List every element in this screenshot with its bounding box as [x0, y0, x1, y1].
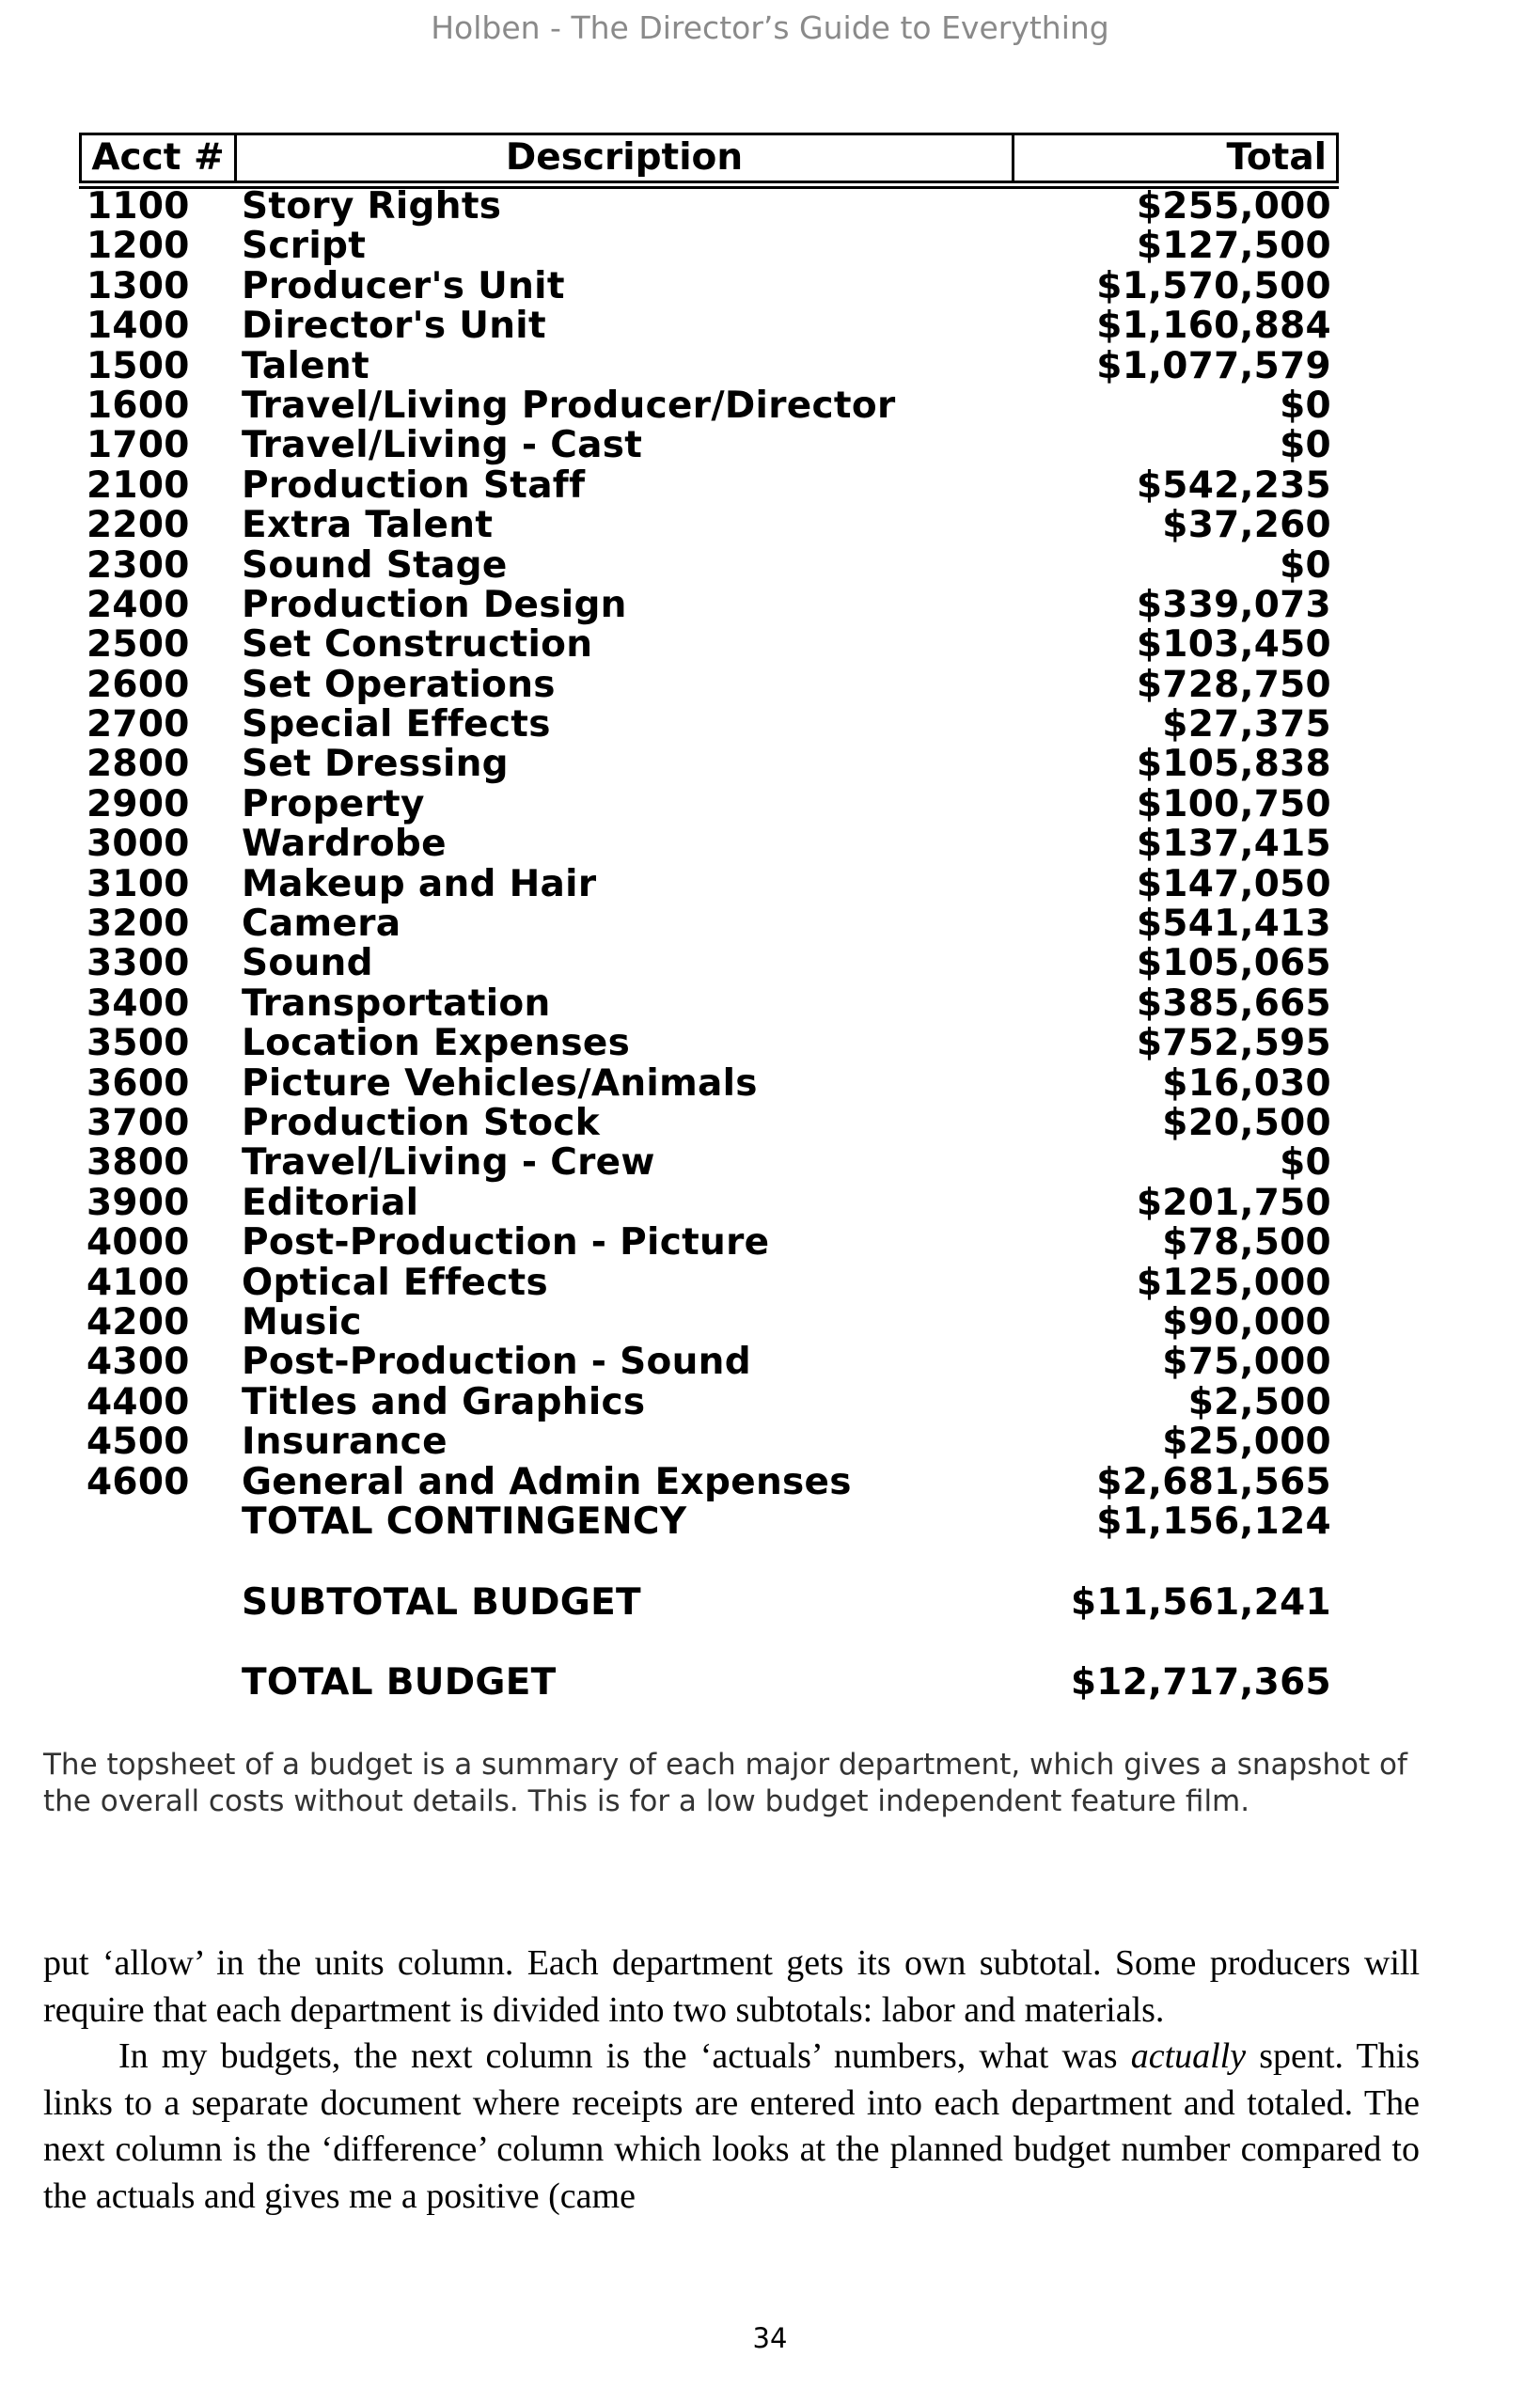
table-row: [79, 1061, 1339, 1105]
table-body: [79, 187, 1339, 1542]
subtotal-value: $11,561,241: [1070, 1581, 1331, 1624]
row-description: Insurance: [242, 1421, 448, 1464]
row-total: $0: [1280, 424, 1331, 467]
row-acct: 1500: [86, 344, 190, 387]
table-row: [79, 227, 1339, 266]
row-total: $16,030: [1162, 1061, 1331, 1105]
row-total: $105,065: [1136, 942, 1331, 985]
subtotal-row: [79, 1583, 1339, 1623]
table-row: [79, 543, 1339, 587]
row-total: $103,450: [1136, 623, 1331, 667]
row-description: Director's Unit: [242, 305, 546, 348]
total-row: [79, 1663, 1339, 1703]
row-total: $75,000: [1162, 1341, 1331, 1384]
row-total: $37,260: [1162, 504, 1331, 547]
table-header: [79, 133, 1339, 183]
paragraph-1: put ‘allow’ in the units column. Each department gets its own subtotal. Some producers will require that each department is divided into two subtotals: labor and materials.: [43, 1943, 1420, 2030]
row-description: Set Operations: [242, 663, 556, 706]
row-acct: 2100: [86, 463, 190, 507]
row-acct: 3500: [86, 1022, 190, 1065]
table-row: [79, 1300, 1339, 1343]
row-total: $78,500: [1162, 1221, 1331, 1265]
table-row: [79, 705, 1339, 745]
row-total: $255,000: [1136, 185, 1331, 228]
subtotal-label: SUBTOTAL BUDGET: [242, 1581, 641, 1624]
table-row: [79, 187, 1339, 227]
row-description: Picture Vehicles/Animals: [242, 1061, 758, 1105]
table-row: [79, 264, 1339, 307]
row-total: $385,665: [1136, 982, 1331, 1025]
row-description: Location Expenses: [242, 1022, 631, 1065]
row-description: Production Staff: [242, 463, 586, 507]
table-row: [79, 1422, 1339, 1462]
row-total: $100,750: [1136, 782, 1331, 825]
table-row: [79, 463, 1339, 507]
row-acct: 4400: [86, 1380, 190, 1423]
row-description: Music: [242, 1300, 362, 1343]
row-acct: 3600: [86, 1061, 190, 1105]
row-total: $2,500: [1187, 1380, 1331, 1423]
row-total: $25,000: [1162, 1421, 1331, 1464]
row-total: $0: [1280, 543, 1331, 587]
paragraph-2: [43, 2034, 1420, 2220]
row-acct: 4100: [86, 1261, 190, 1304]
table-row: [79, 1460, 1339, 1503]
table-row: [79, 984, 1339, 1024]
row-total: $2,681,565: [1096, 1460, 1331, 1503]
row-description: TOTAL CONTINGENCY: [242, 1500, 687, 1543]
row-description: Set Construction: [242, 623, 593, 667]
row-description: Property: [242, 782, 425, 825]
row-description: Wardrobe: [242, 823, 447, 866]
table-row: [79, 825, 1339, 864]
row-acct: 3000: [86, 823, 190, 866]
row-total: $542,235: [1136, 463, 1331, 507]
row-description: General and Admin Expenses: [242, 1460, 852, 1503]
running-head: Holben - The Director’s Guide to Everything: [431, 9, 1109, 46]
row-description: Camera: [242, 903, 401, 946]
header-acct: Acct #: [82, 135, 237, 181]
row-acct: 4000: [86, 1221, 190, 1265]
row-description: Transportation: [242, 982, 551, 1025]
row-description: Extra Talent: [242, 504, 494, 547]
row-total: $1,160,884: [1096, 305, 1331, 348]
row-description: Travel/Living - Cast: [242, 424, 643, 467]
row-description: Sound Stage: [242, 543, 508, 587]
table-row: [79, 625, 1339, 665]
table-row: [79, 1101, 1339, 1144]
row-total: $147,050: [1136, 862, 1331, 905]
row-description: Special Effects: [242, 703, 551, 746]
budget-topsheet-table: [79, 133, 1339, 1542]
row-acct: 2400: [86, 583, 190, 626]
table-row: [79, 1343, 1339, 1382]
row-total: $27,375: [1162, 703, 1331, 746]
row-total: $105,838: [1136, 743, 1331, 786]
table-row: [79, 386, 1339, 426]
row-total: $20,500: [1162, 1101, 1331, 1144]
figure-caption: The topsheet of a budget is a summary of each major department, which gives a snapshot of the overall costs without details. This is for a low budget independent feature film.: [43, 1748, 1407, 1818]
table-row: [79, 506, 1339, 545]
paragraph-2-part-1: In my budgets, the next column is the ‘actuals’ numbers, what was: [118, 2036, 1131, 2076]
row-total: $541,413: [1136, 903, 1331, 946]
row-description: Set Dressing: [242, 743, 509, 786]
row-description: Sound: [242, 942, 373, 985]
row-acct: 1600: [86, 384, 190, 427]
row-acct: 1100: [86, 185, 190, 228]
row-total: $752,595: [1136, 1022, 1331, 1065]
row-acct: 2500: [86, 623, 190, 667]
row-description: Travel/Living - Crew: [242, 1141, 655, 1185]
row-acct: 2600: [86, 663, 190, 706]
row-acct: 2900: [86, 782, 190, 825]
table-row: [79, 1502, 1339, 1542]
row-description: Optical Effects: [242, 1261, 548, 1304]
row-acct: 4300: [86, 1341, 190, 1384]
row-total: $90,000: [1162, 1300, 1331, 1343]
row-description: Post-Production - Sound: [242, 1341, 751, 1384]
row-description: Editorial: [242, 1181, 419, 1224]
row-acct: 3300: [86, 942, 190, 985]
table-row: [79, 1380, 1339, 1423]
row-total: $125,000: [1136, 1261, 1331, 1304]
table-row: [79, 1223, 1339, 1263]
row-description: Post-Production - Picture: [242, 1221, 770, 1265]
table-row: [79, 904, 1339, 944]
row-acct: 2300: [86, 543, 190, 587]
table-row: [79, 663, 1339, 706]
row-acct: 3400: [86, 982, 190, 1025]
header-description: Description: [237, 135, 1014, 181]
total-label: TOTAL BUDGET: [242, 1661, 557, 1704]
row-total: $201,750: [1136, 1181, 1331, 1224]
table-row: [79, 344, 1339, 387]
row-acct: 4200: [86, 1300, 190, 1343]
row-description: Production Stock: [242, 1101, 600, 1144]
row-acct: 2800: [86, 743, 190, 786]
paragraph-2-italic: actually: [1130, 2036, 1247, 2076]
row-total: $0: [1280, 384, 1331, 427]
total-value: $12,717,365: [1070, 1661, 1331, 1704]
row-acct: 4600: [86, 1460, 190, 1503]
row-acct: 3200: [86, 903, 190, 946]
row-acct: 2700: [86, 703, 190, 746]
table-row: [79, 1181, 1339, 1224]
page-number: 34: [752, 2322, 788, 2354]
row-acct: 1700: [86, 424, 190, 467]
table-row: [79, 745, 1339, 784]
table-row: [79, 862, 1339, 905]
row-total: $0: [1280, 1141, 1331, 1185]
table-row: [79, 944, 1339, 983]
row-description: Script: [242, 225, 367, 268]
paragraph-2-part-2: spent. This links to a separate document where receipts are entered into each department and totaled. The next column is the ‘difference’ column which looks at the planned budget number compared to the actuals and gives me a positive (came: [43, 2036, 1421, 2216]
header-total: Total: [1226, 136, 1327, 179]
row-total: $1,570,500: [1096, 264, 1331, 307]
row-acct: 4500: [86, 1421, 190, 1464]
row-total: $1,156,124: [1096, 1500, 1331, 1543]
row-description: Travel/Living Producer/Director: [242, 384, 896, 427]
table-row: [79, 1143, 1339, 1183]
table-row: [79, 306, 1339, 346]
row-description: Titles and Graphics: [242, 1380, 646, 1423]
row-total: $1,077,579: [1096, 344, 1331, 387]
row-acct: 3800: [86, 1141, 190, 1185]
table-row: [79, 583, 1339, 626]
row-acct: 1400: [86, 305, 190, 348]
row-description: Story Rights: [242, 185, 502, 228]
table-row: [79, 1261, 1339, 1304]
row-acct: 3100: [86, 862, 190, 905]
row-total: $127,500: [1136, 225, 1331, 268]
table-row: [79, 1024, 1339, 1063]
body-text: [43, 1940, 1420, 2220]
table-row: [79, 426, 1339, 465]
row-acct: 3900: [86, 1181, 190, 1224]
row-total: $339,073: [1136, 583, 1331, 626]
row-acct: 1200: [86, 225, 190, 268]
row-acct: 3700: [86, 1101, 190, 1144]
row-description: Talent: [242, 344, 369, 387]
row-acct: 1300: [86, 264, 190, 307]
row-acct: 2200: [86, 504, 190, 547]
row-description: Producer's Unit: [242, 264, 565, 307]
row-description: Makeup and Hair: [242, 862, 597, 905]
row-total: $137,415: [1136, 823, 1331, 866]
table-row: [79, 782, 1339, 825]
row-total: $728,750: [1136, 663, 1331, 706]
row-description: Production Design: [242, 583, 627, 626]
